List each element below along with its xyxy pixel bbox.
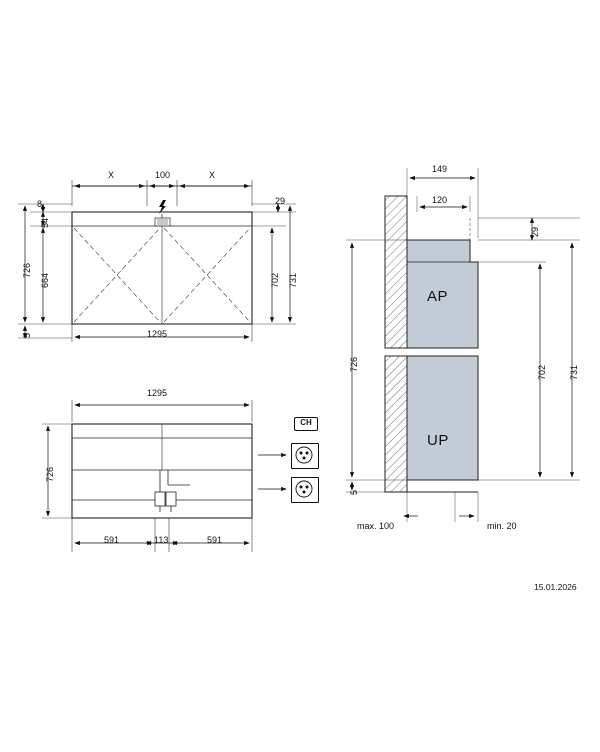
section-dim-149: 149 — [432, 164, 448, 174]
section-dim-29: 29 — [530, 226, 540, 237]
front-dim-54: 54 — [40, 217, 50, 228]
front-dim-8: 8 — [37, 199, 43, 209]
section-label-ap: AP — [427, 288, 449, 305]
plan-dim-center-113: 113 — [154, 535, 169, 545]
front-dim-100: 100 — [155, 170, 171, 180]
front-dim-width: 1295 — [147, 329, 168, 339]
drawing-date: 15.01.2026 — [534, 582, 577, 592]
front-dim-664: 664 — [40, 272, 50, 288]
section-dim-731: 731 — [569, 364, 579, 380]
region-badge-ch: CH — [294, 417, 318, 431]
section-note-min-20: min. 20 — [487, 521, 517, 531]
section-note-max-100: max. 100 — [357, 521, 395, 531]
section-dim-5: 5 — [349, 489, 359, 495]
socket-symbol-upper — [291, 443, 319, 469]
front-dim-5: 5 — [22, 332, 32, 338]
plan-dim-right-591: 591 — [207, 535, 223, 545]
front-dim-726: 726 — [22, 262, 32, 278]
socket-symbol-lower — [291, 477, 319, 503]
front-dim-731: 731 — [288, 272, 298, 288]
section-dim-726: 726 — [349, 356, 359, 372]
front-dim-29: 29 — [275, 196, 286, 206]
section-dim-120: 120 — [432, 195, 448, 205]
section-dim-702: 702 — [537, 364, 547, 380]
plan-dim-width: 1295 — [147, 388, 168, 398]
section-label-up: UP — [427, 432, 449, 449]
front-dim-x-left: X — [108, 170, 115, 180]
front-dim-702: 702 — [270, 272, 280, 288]
plan-dim-depth: 726 — [45, 466, 55, 482]
plan-dim-left-591: 591 — [104, 535, 120, 545]
front-dim-x-right: X — [209, 170, 216, 180]
